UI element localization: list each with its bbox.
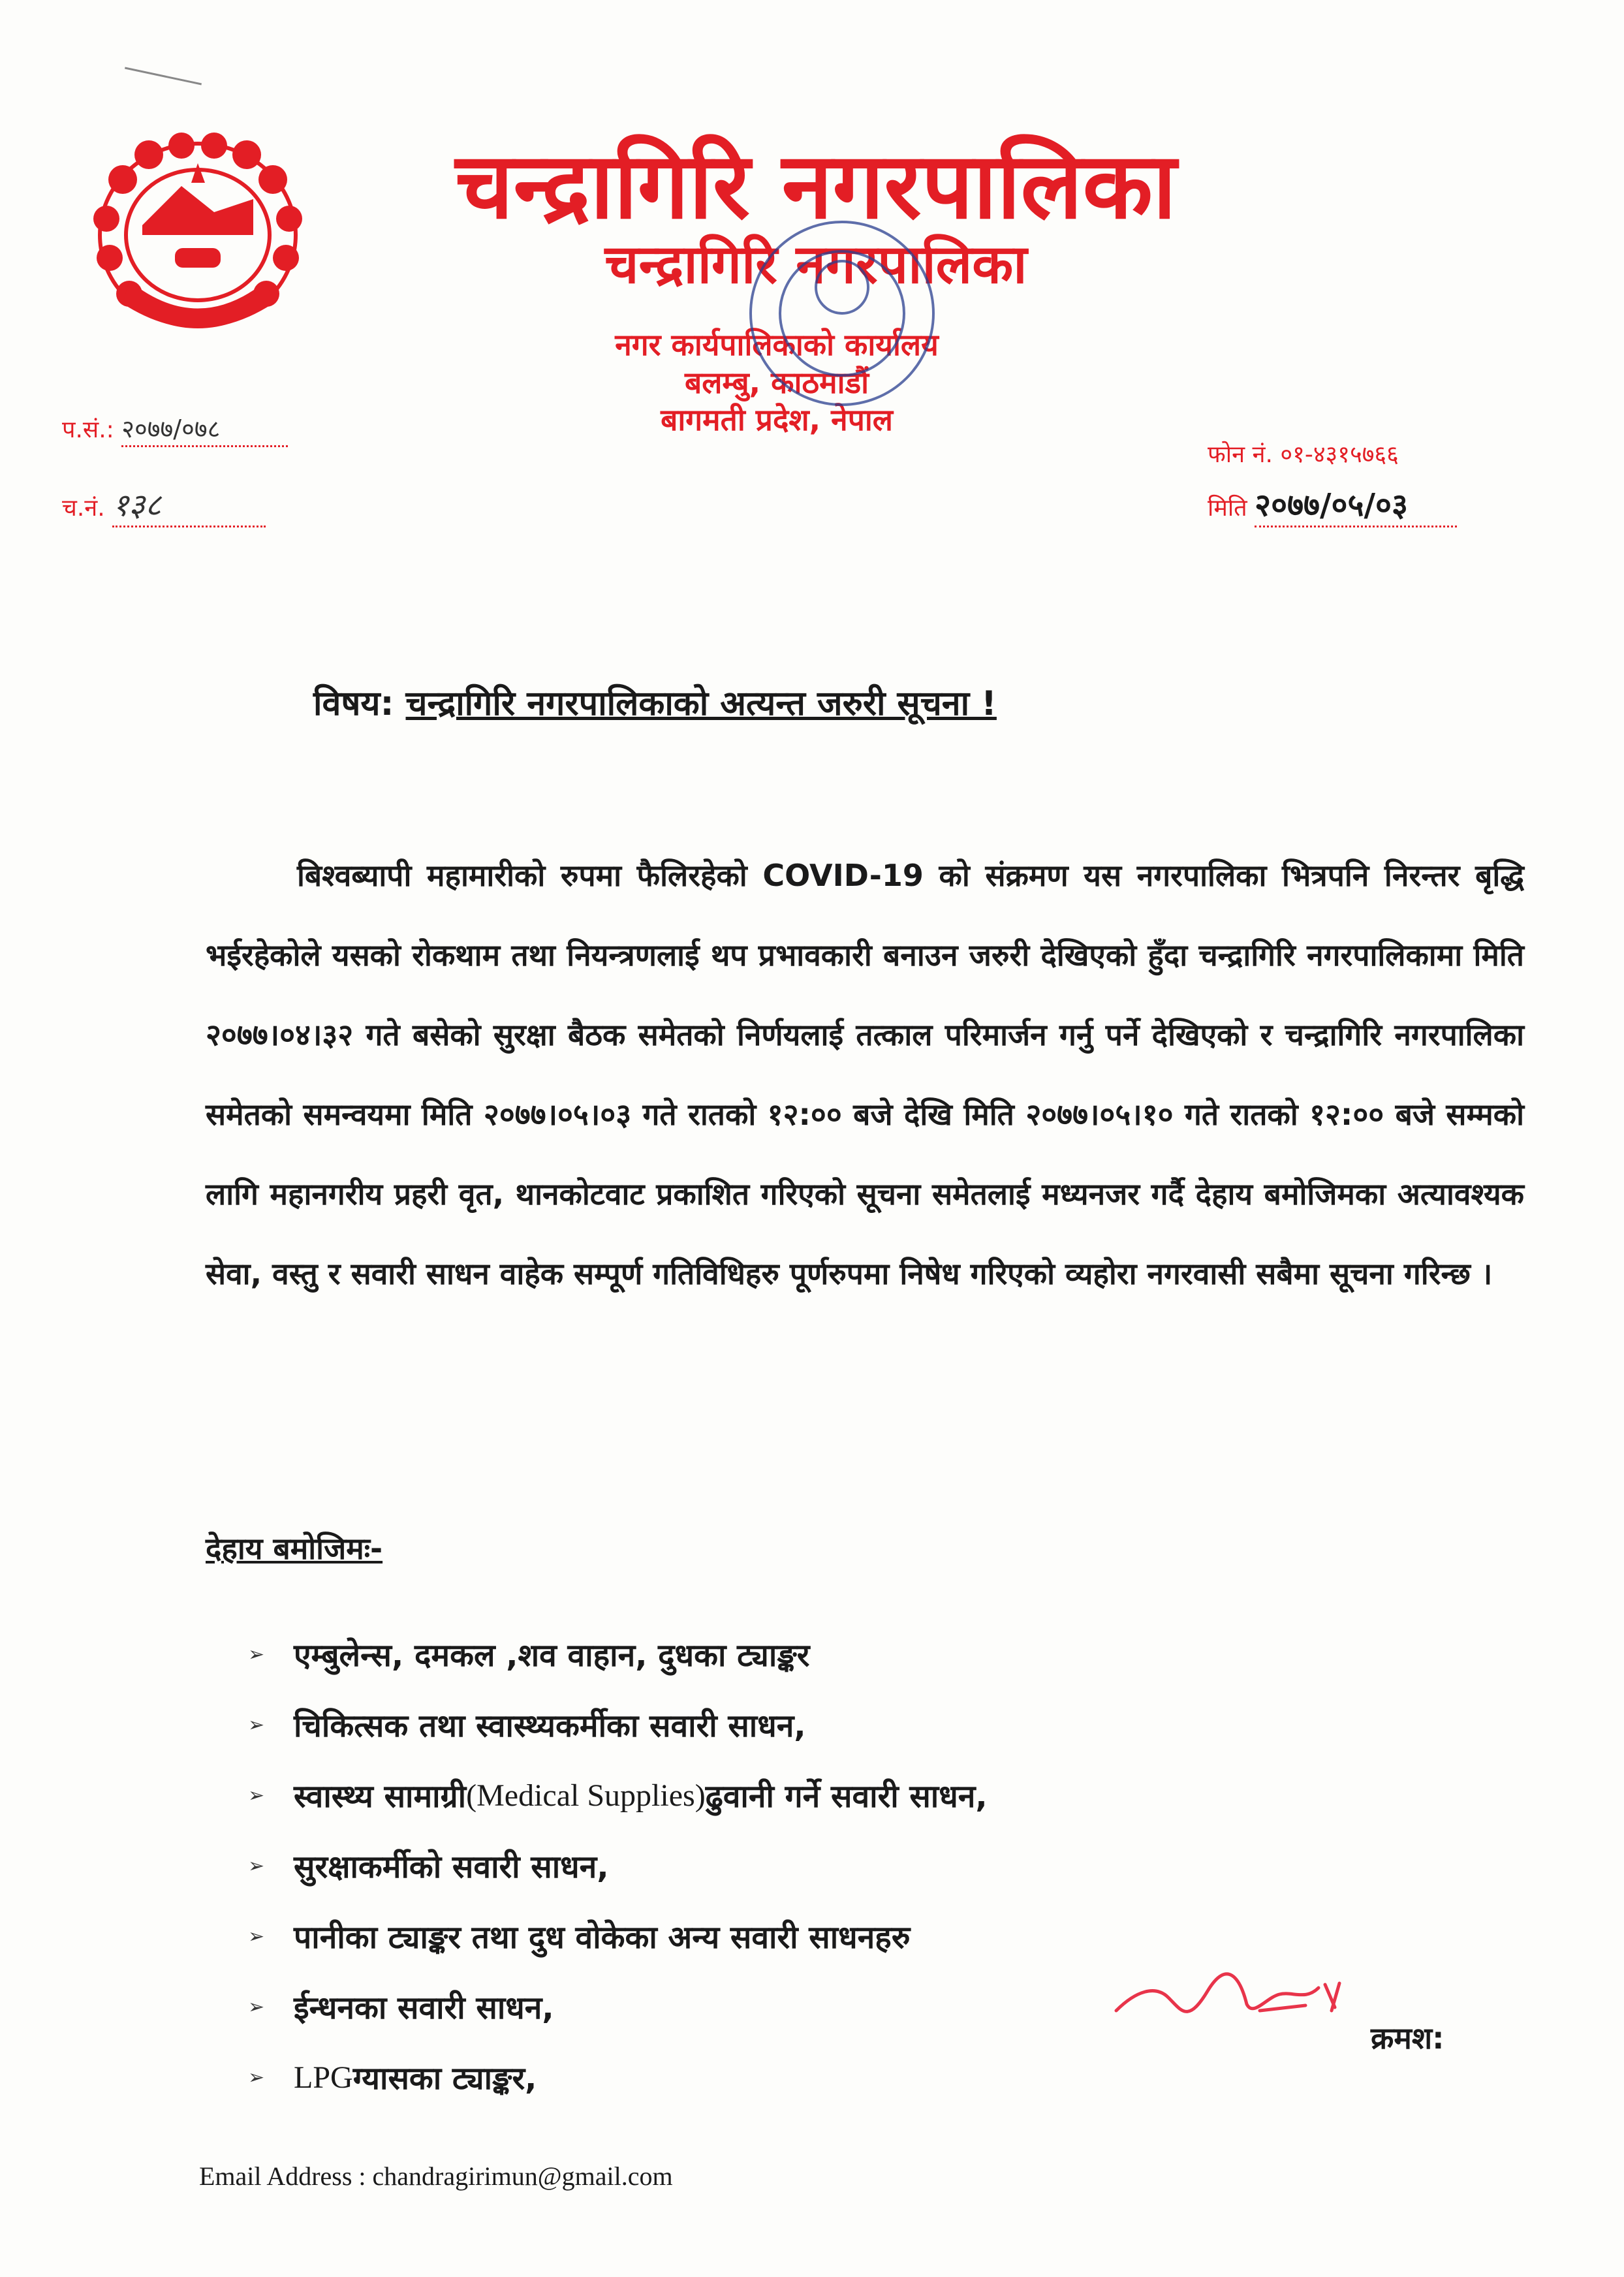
chn-value: १३८ [112, 487, 162, 524]
email-label: Email Address : [199, 2161, 366, 2191]
list-item-text: स्वास्थ्य सामाग्री [294, 1778, 467, 1815]
bullet-arrow-icon: ➢ [248, 1924, 265, 1948]
list-item [248, 1830, 988, 1901]
list-item-text: चिकित्सक तथा स्वास्थ्यकर्मीका सवारी साधन, [294, 1707, 806, 1744]
subject-text: चन्द्रागिरि नगरपालिकाको अत्यन्त जरुरी सूचना ! [405, 684, 997, 723]
office-name: नगर कार्यपालिकाको कार्यालय [615, 327, 939, 362]
ps-value: २०७७/०७८ [121, 415, 221, 443]
bullet-arrow-icon: ➢ [248, 2065, 265, 2089]
bullet-arrow-icon: ➢ [248, 1995, 265, 2018]
phone-value: ०१-४३१५७६६ [1280, 441, 1399, 468]
list-item-text: पानीका ट्याङ्कर तथा दुध वोकेका अन्य सवारी साधनहरु [294, 1919, 911, 1956]
reference-chn [62, 483, 266, 527]
list-item-text: एम्बुलेन्स, दमकल ,शव वाहान, दुधका ट्याङ्कर [294, 1637, 810, 1674]
list-item [248, 2042, 988, 2112]
phone-label: फोन नं. [1208, 441, 1273, 468]
letter-date [1208, 483, 1457, 527]
subject-line [313, 679, 1488, 725]
exempt-services-list [248, 1619, 988, 2112]
bullet-arrow-icon: ➢ [248, 1854, 265, 1877]
nepal-emblem-icon [77, 127, 319, 349]
phone-number [1208, 437, 1399, 469]
email-value[interactable]: chandragirimun@gmail.com [372, 2161, 673, 2191]
list-item-text: ईन्धनका सवारी साधन, [294, 1989, 554, 2026]
list-item-text: सुरक्षाकर्मीको सवारी साधन, [294, 1848, 609, 1885]
continued-marker: क्रमश: [1371, 2020, 1444, 2056]
list-item [248, 1760, 988, 1830]
bullet-arrow-icon: ➢ [248, 1783, 265, 1807]
bullet-arrow-icon: ➢ [248, 1642, 265, 1666]
municipality-title: चन्द्रागिरि नगरपालिका [455, 133, 1177, 240]
date-label: मिति [1208, 495, 1247, 522]
list-item [248, 1619, 988, 1689]
email-footer [199, 2161, 673, 2191]
municipality-subtitle: चन्द्रागिरि नगरपालिका [604, 234, 1027, 296]
reference-ps [62, 411, 288, 447]
list-item [248, 1689, 988, 1760]
list-item-text: ग्यासका ट्याङ्कर, [352, 2060, 537, 2097]
date-value: २०७७/०५/०३ [1255, 487, 1408, 524]
address-line-1: बलम्बु, काठमाडौं [684, 364, 869, 400]
list-item-english: LPG [294, 2060, 353, 2095]
list-item [248, 1971, 988, 2042]
bullet-arrow-icon: ➢ [248, 1713, 265, 1736]
list-heading: देहाय बमोजिमः- [206, 1531, 383, 1566]
list-item-english: (Medical Supplies) [466, 1778, 706, 1813]
subject-label: विषय: [313, 684, 394, 723]
scan-mark [125, 67, 202, 86]
list-item-text: ढुवानी गर्ने सवारी साधन, [705, 1778, 988, 1815]
signature-icon [1110, 1965, 1358, 2037]
chn-label: च.नं. [62, 495, 105, 522]
ps-label: प.सं.: [62, 416, 114, 443]
notice-body-text: बिश्वब्यापी महामारीको रुपमा फैलिरहेको COVID-19 को संक्रमण यस नगरपालिका भित्रपनि निरन्तर बृद्धि भईरहेकोले यसको रोकथाम तथा नियन्त्रणलाई थप प्रभावकारी बनाउन जरुरी देखिएको हुँदा चन्द्रागिरि नगरपालिकामा मिति २०७७।०४।३२ गते बसेको सुरक्षा बैठक समेतको निर्णयलाई तत्काल परिमार्जन गर्नु पर्ने देखिएको र चन्द्रागिरि नगरपालिका समेतको समन्वयमा मिति २०७७।०५।०३ गते रातको १२:०० बजे देखि मिति २०७७।०५।१० गते रातको १२:०० बजे सम्मको लागि महानगरीय प्रहरी वृत, थानकोटवाट प्रकाशित गरिएको सूचना समेतलाई मध्यनजर गर्दै देहाय बमोजिमका अत्यावश्यक सेवा, वस्तु र सवारी साधन वाहेक सम्पूर्ण गतिविधिहरु पूर्णरुपमा निषेध गरिएको व्यहोरा नगरवासी सबैमा सूचना गरिन्छ । [206, 858, 1524, 1291]
notice-body [206, 836, 1524, 1313]
address-line-2: बागमती प्रदेश, नेपाल [661, 402, 893, 437]
list-item [248, 1901, 988, 1971]
office-stamp-icon [744, 215, 940, 411]
